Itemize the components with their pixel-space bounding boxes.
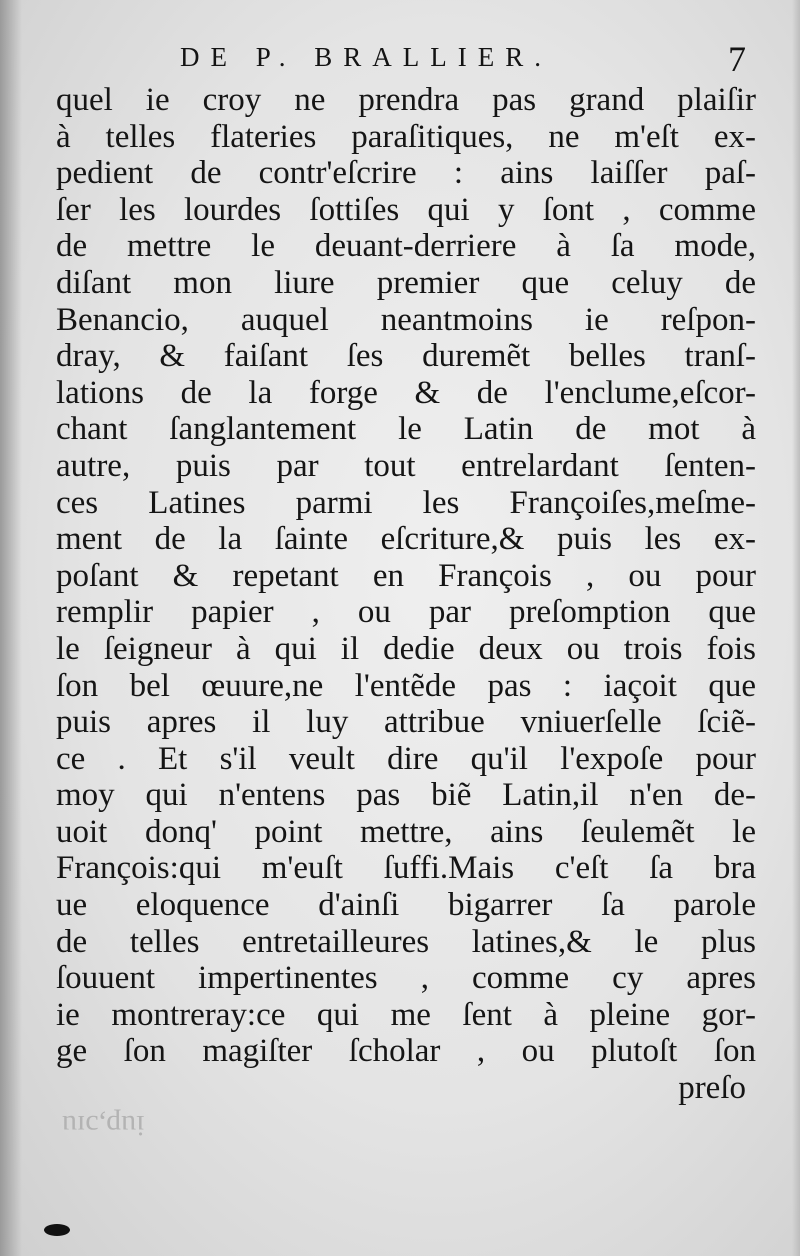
text-line: à telles flateries paraſitiques, ne m'eſt ex-: [56, 118, 756, 155]
page-number: 7: [728, 39, 746, 79]
text-line: de telles entretailleures latines,& le plus: [56, 923, 756, 960]
body-text: [56, 82, 756, 1107]
text-line: diſant mon liure premier que celuy de: [56, 264, 756, 301]
text-line: ſouuent impertinentes , comme cy apres: [56, 960, 756, 997]
page-edge: [792, 0, 800, 1256]
text-line: remplir papier , ou par preſomption que: [56, 594, 756, 631]
text-line: ces Latines parmi les Françoiſes,meſme-: [56, 484, 756, 521]
text-line: chant ſanglantement le Latin de mot à: [56, 411, 756, 448]
ink-blot: [44, 1224, 70, 1236]
running-head: DE P. BRALLIER.: [180, 42, 553, 72]
text-line: puis apres il luy attribue vniuerſelle ſciẽ-: [56, 704, 756, 741]
text-line: ge ſon magiſter ſcholar , ou plutoſt ſon: [56, 1033, 756, 1070]
text-line: le ſeigneur à qui il dedie deux ou trois fois: [56, 630, 756, 667]
gutter-shadow: [0, 0, 22, 1256]
text-line: Benancio, auquel neantmoins ie reſpon-: [56, 301, 756, 338]
text-line: ce . Et s'il veult dire qu'il l'expoſe pour: [56, 740, 756, 777]
text-line: François:qui m'euſt ſuffi.Mais c'eſt ſa bra: [56, 850, 756, 887]
bleed-through-text: iup,ɔɪu: [62, 1109, 145, 1142]
text-line: lations de la forge & de l'enclume,eſcor-: [56, 374, 756, 411]
text-line: quel ie croy ne prendra pas grand plaiſir: [56, 82, 756, 118]
text-line: ie montreray:ce qui me ſent à pleine gor-: [56, 996, 756, 1033]
text-line: ue eloquence d'ainſi bigarrer ſa parole: [56, 887, 756, 924]
text-line: ſer les lourdes ſottiſes qui y ſont , comme: [56, 191, 756, 228]
catchword: preſo: [678, 1070, 746, 1107]
text-line: uoit donq' point mettre, ains ſeulemẽt le: [56, 813, 756, 850]
text-line: autre, puis par tout entrelardant ſenten-: [56, 447, 756, 484]
text-line: ment de la ſainte eſcriture,& puis les ex-: [56, 521, 756, 558]
text-line: poſant & repetant en François , ou pour: [56, 557, 756, 594]
text-line: pedient de contr'eſcrire : ains laiſſer paſ-: [56, 155, 756, 192]
text-line: dray, & faiſant ſes duremẽt belles tranſ-: [56, 338, 756, 375]
text-line: de mettre le deuant-derriere à ſa mode,: [56, 228, 756, 265]
text-line: moy qui n'entens pas biẽ Latin,il n'en de-: [56, 777, 756, 814]
text-line: ſon bel œuure,ne l'entẽde pas : iaçoit que: [56, 667, 756, 704]
page-header: [60, 38, 750, 88]
